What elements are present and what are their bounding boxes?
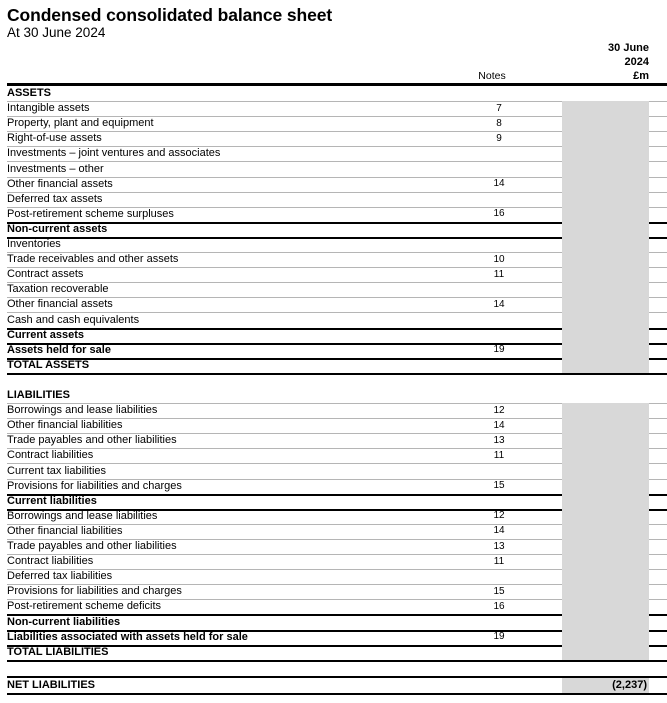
row-note: 19 — [493, 344, 505, 356]
row-label: Current tax liabilities — [7, 464, 107, 477]
row-label: Current assets — [7, 328, 85, 341]
row-note: 19 — [493, 631, 505, 643]
column-header-date: 30 June — [608, 42, 649, 54]
row-label: Contract assets — [7, 268, 84, 281]
row-label: Non-current liabilities — [7, 615, 121, 628]
row-label: Other financial liabilities — [7, 524, 123, 537]
row-label: Liabilities associated with assets held for sale — [7, 630, 248, 643]
document-subtitle: At 30 June 2024 — [7, 25, 106, 40]
row-note: 14 — [493, 178, 505, 190]
section-heading-label: LIABILITIES — [7, 389, 70, 401]
row-label: Provisions for liabilities and charges — [7, 479, 182, 492]
section-heading-label: ASSETS — [7, 87, 52, 99]
notes-header: Notes — [478, 70, 506, 82]
row-label: Other financial liabilities — [7, 419, 123, 432]
row-value: (2,237) — [612, 679, 647, 691]
row-note: 8 — [496, 117, 502, 129]
row-label: Deferred tax assets — [7, 192, 103, 205]
column-header-unit: £m — [633, 70, 649, 82]
row-label: Borrowings and lease liabilities — [7, 509, 158, 522]
row-label: Right-of-use assets — [7, 132, 102, 145]
row-label: Deferred tax liabilities — [7, 570, 113, 583]
row-note: 9 — [496, 132, 502, 144]
row-note: 14 — [493, 525, 505, 537]
row-label: TOTAL LIABILITIES — [7, 645, 109, 658]
row-label: Other financial assets — [7, 298, 113, 311]
column-header-year: 2024 — [624, 56, 649, 68]
row-label: Borrowings and lease liabilities — [7, 404, 158, 417]
document-title: Condensed consolidated balance sheet — [7, 5, 333, 25]
row-label: Current liabilities — [7, 494, 97, 507]
value-column-shade — [562, 101, 649, 373]
row-label: NET LIABILITIES — [7, 679, 95, 691]
value-column-shade — [562, 403, 649, 660]
row-note: 16 — [493, 600, 505, 612]
row-label: Taxation recoverable — [7, 283, 109, 296]
column-header — [569, 41, 649, 83]
row-label: Property, plant and equipment — [7, 117, 154, 130]
row-note: 12 — [493, 404, 505, 416]
row-label: Trade receivables and other assets — [7, 253, 179, 266]
row-label: Trade payables and other liabilities — [7, 540, 177, 552]
row-note: 15 — [493, 585, 505, 597]
row-label: Inventories — [7, 238, 61, 250]
row-note: 7 — [496, 102, 502, 114]
row-label: Investments – joint ventures and associates — [7, 147, 221, 160]
row-note: 16 — [493, 208, 505, 220]
row-note: 11 — [493, 449, 505, 461]
row-note: 10 — [493, 253, 505, 265]
row-note: 14 — [493, 419, 505, 431]
row-label: Intangible assets — [7, 102, 90, 115]
row-label: Contract liabilities — [7, 555, 94, 568]
row-label: Contract liabilities — [7, 449, 94, 462]
row-note: 12 — [493, 510, 505, 522]
row-note: 11 — [493, 268, 505, 280]
row-label: Post-retirement scheme deficits — [7, 600, 162, 613]
row-label: TOTAL ASSETS — [7, 358, 90, 371]
row-label: Trade payables and other liabilities — [7, 434, 177, 447]
row-note: 14 — [493, 298, 505, 310]
row-label: Non-current assets — [7, 222, 108, 235]
row-label: Post-retirement scheme surpluses — [7, 207, 174, 220]
row-label: Assets held for sale — [7, 343, 111, 356]
row-label: Investments – other — [7, 162, 104, 175]
assets-heading — [7, 86, 667, 102]
row-note: 13 — [493, 434, 505, 446]
row-note: 15 — [493, 480, 505, 492]
row-note: 11 — [493, 555, 505, 567]
row-label: Cash and cash equivalents — [7, 313, 140, 326]
row-label: Provisions for liabilities and charges — [7, 585, 182, 598]
net-liabilities-row — [7, 678, 667, 695]
row-label: Other financial assets — [7, 177, 113, 190]
row-note: 13 — [493, 540, 505, 552]
liabilities-heading — [7, 388, 667, 404]
